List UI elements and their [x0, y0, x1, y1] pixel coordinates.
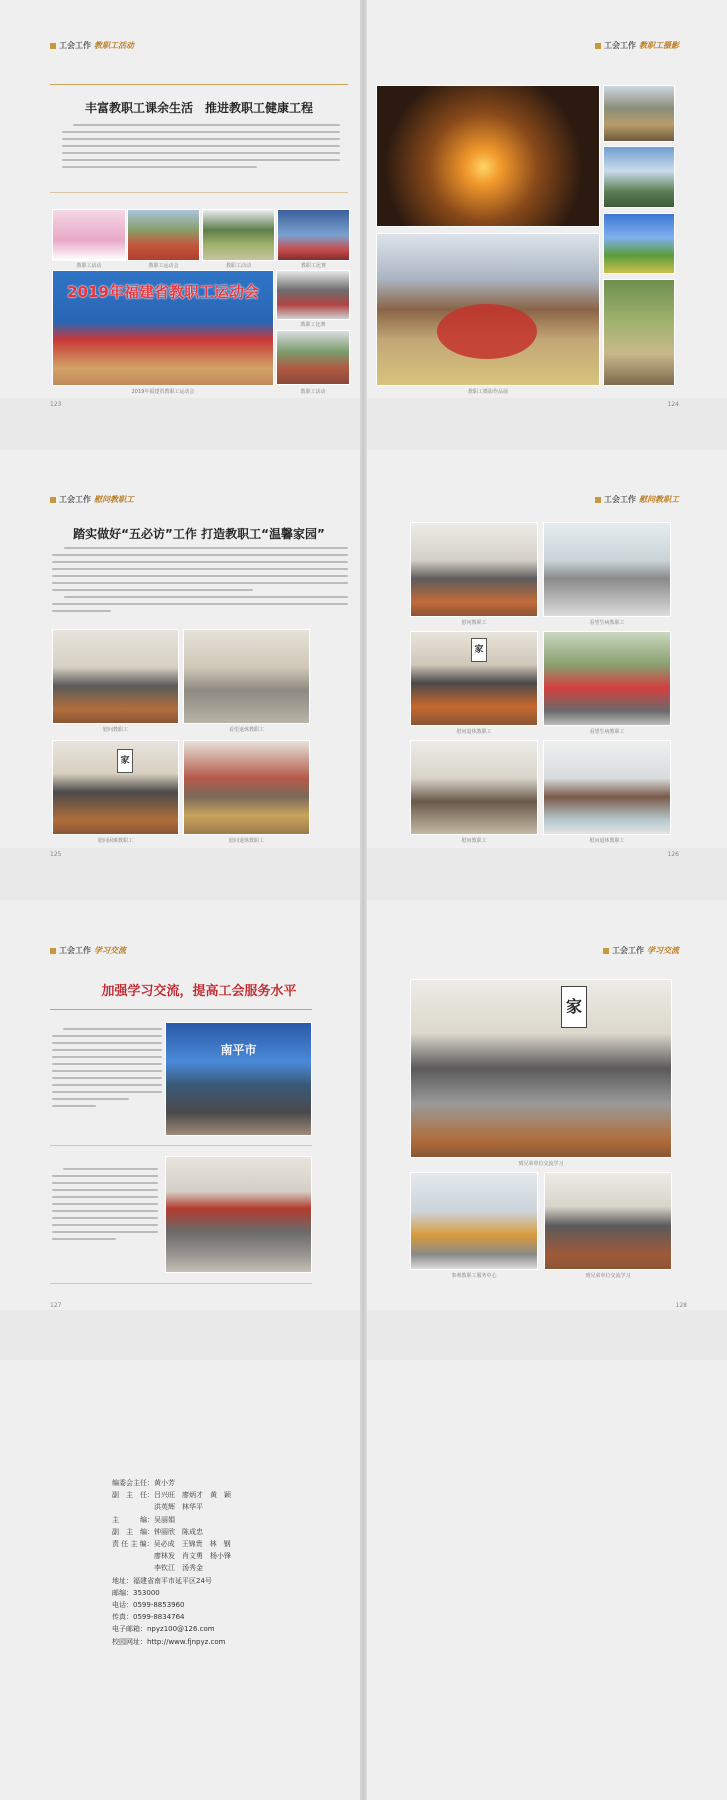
- title-rule: [50, 1009, 312, 1010]
- body-text-lines: [62, 124, 340, 173]
- colophon-line: 副 主 编：钟丽欣 陈成忠: [112, 1527, 203, 1536]
- photo-caption: 教职工活动: [76, 263, 102, 269]
- photo-caption: 教职工运动会: [148, 263, 179, 269]
- page-header: 工会工作 慰问教职工: [595, 494, 679, 505]
- photo-visit-office: [52, 629, 179, 724]
- page-number: 128: [675, 1302, 687, 1309]
- photo-caption: 慰问困难教职工: [97, 838, 133, 844]
- bottom-rule: [50, 1283, 312, 1284]
- photo-table-tennis: [277, 209, 350, 261]
- photo-running: [276, 330, 350, 385]
- photo-caption: 教职工比赛: [300, 263, 326, 269]
- page-125: [0, 450, 360, 858]
- photo-caption: 参观教职工服务中心: [451, 1273, 497, 1279]
- photo-oath-ceremony: [165, 1156, 312, 1273]
- colophon-line: 李钦江 汤秀金: [112, 1564, 203, 1573]
- photo-visit-home: [183, 629, 310, 724]
- photo-children-path: [603, 279, 675, 386]
- page-128: [367, 900, 727, 1310]
- photo-outdoor-visit: [543, 631, 671, 726]
- page-127: [0, 900, 360, 1310]
- photo-caption: 2019年福建省教职工运动会: [131, 389, 195, 395]
- photo-caption: 慰问退休教职工: [589, 838, 625, 844]
- photo-village-70: [376, 233, 600, 386]
- page-number: 123: [50, 401, 62, 408]
- colophon-line: 主 编：吴丽娟: [112, 1515, 175, 1524]
- photo-group-visit: [410, 979, 672, 1158]
- calligraphy-sign: 家: [471, 638, 487, 662]
- body-text-lines-2: [52, 1168, 158, 1245]
- section-rule: [50, 1145, 312, 1146]
- photo-stage-performance: [52, 209, 126, 261]
- calligraphy-sign: 家: [561, 986, 587, 1028]
- photo-caption: 慰问教职工: [102, 727, 128, 733]
- photo-outdoor-group: [202, 209, 275, 261]
- colophon-line: 洪英辉 林华平: [112, 1503, 203, 1512]
- photo-banquet: [183, 740, 310, 835]
- photo-caption: 到兄弟单位交流学习: [518, 1161, 564, 1167]
- photo-group: [276, 270, 350, 320]
- photo-visit-gift: [52, 740, 179, 835]
- photo-sports-meet-banner: [52, 270, 274, 386]
- red-emblem: [437, 304, 537, 359]
- page-124: [367, 0, 727, 408]
- photo-exchange-banner: [165, 1022, 312, 1136]
- colophon-line: 编委会主任：黄小芳: [112, 1479, 175, 1487]
- photo-visit-2: [410, 631, 538, 726]
- photo-caption: 到兄弟单位交流学习: [585, 1273, 631, 1279]
- photo-terraces: [603, 85, 675, 142]
- colophon-line: 传真：0599-8834764: [112, 1613, 185, 1622]
- page-123: [0, 0, 360, 408]
- photo-caption: 教职工活动: [225, 263, 251, 269]
- photo-sunset: [376, 85, 600, 227]
- photo-service-center: [410, 1172, 538, 1270]
- photo-exchange: [544, 1172, 672, 1270]
- page-header: 工会工作 学习交流: [50, 945, 126, 956]
- colophon-line: 地址：福建省南平市延平区24号: [112, 1576, 212, 1585]
- page-header: 工会工作 教职工活动: [50, 40, 134, 51]
- photo-visit-1: [410, 522, 538, 617]
- photo-caption: 看望生病教职工: [589, 620, 625, 626]
- page-number: 125: [50, 851, 62, 858]
- colophon-line: 电话：0599-8853960: [112, 1601, 185, 1610]
- photo-mountain-lake: [603, 146, 675, 208]
- photo-caption: 教职工活动: [300, 389, 326, 395]
- colophon-line: 副 主 任：吕兴旺 廖炳才 黄 颖: [112, 1491, 231, 1500]
- photo-running-track: [127, 209, 200, 261]
- page-number: 124: [667, 401, 679, 408]
- colophon: [112, 1477, 231, 1648]
- page-126: [367, 450, 727, 858]
- colophon-line: 责 任 主 编：吴必成 王锦贵 林 钢: [112, 1540, 231, 1549]
- page-number: 127: [50, 1302, 62, 1309]
- banner-text: 南平市: [220, 1043, 257, 1057]
- colophon-line: 廖林发 肖文勇 杨小锋: [112, 1552, 231, 1561]
- photo-caption: 教职工比赛: [300, 322, 326, 328]
- page-title: 加强学习交流，提高工会服务水平: [101, 984, 297, 999]
- colophon-line: 电子邮箱：npyz100@126.com: [112, 1625, 215, 1634]
- photo-caption: 教职工摄影作品展: [467, 389, 508, 395]
- photo-caption: 看望生病教职工: [589, 729, 625, 735]
- colophon-line: 校园网址：http://www.fjnpyz.com: [112, 1637, 226, 1646]
- photo-caption: 慰问退休教职工: [228, 838, 264, 844]
- body-text-lines: [52, 1028, 162, 1112]
- photo-caption: 慰问教职工: [461, 620, 487, 626]
- photo-caption: 慰问教职工: [461, 838, 487, 844]
- calligraphy-sign: 家: [117, 749, 133, 773]
- section-rule: [50, 192, 348, 193]
- page-number: 126: [667, 851, 679, 858]
- header-rule: [50, 84, 348, 85]
- book-gutter: [360, 0, 367, 1800]
- photo-hospital-1: [543, 522, 671, 617]
- page-title: 丰富教职工课余生活 推进教职工健康工程: [84, 101, 313, 115]
- page-header: 工会工作 学习交流: [603, 945, 679, 956]
- page-title: 踏实做好“五必访”工作 打造教职工“温馨家园”: [73, 527, 325, 541]
- photo-caption: 慰问退休教职工: [456, 729, 492, 735]
- photo-hospital-2: [543, 740, 671, 835]
- photo-caption: 看望退休教职工: [228, 727, 264, 733]
- photo-home-visit: [410, 740, 538, 835]
- page-header: 工会工作 慰问教职工: [50, 494, 134, 505]
- banner-text: 2019年福建省教职工运动会: [67, 283, 259, 301]
- photo-field: [603, 213, 675, 274]
- back-blank-page: [367, 1360, 727, 1800]
- colophon-line: 邮编：353000: [112, 1588, 160, 1597]
- body-text-lines: [52, 547, 348, 617]
- page-header: 工会工作 教职工摄影: [595, 40, 679, 51]
